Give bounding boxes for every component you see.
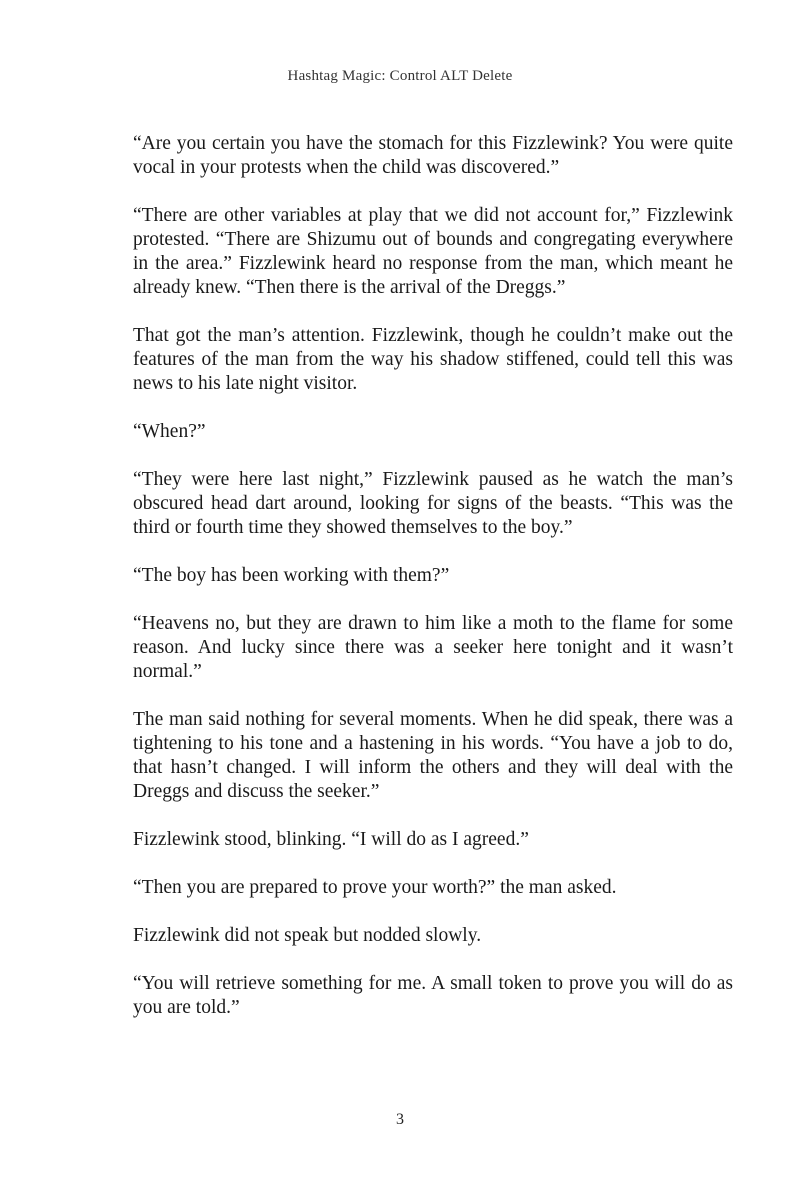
paragraph: “Then you are prepared to prove your worth?” the man asked. [133,877,617,898]
paragraph: “Are you certain you have the stomach for this Fizzlewink? You were quite vocal in your protests when the child was discovered.” [133,133,733,178]
body-text [133,132,733,1044]
page-number: 3 [396,1111,404,1128]
paragraph: “The boy has been working with them?” [133,565,450,586]
paragraph: “You will retrieve something for me. A small token to prove you will do as you are told.” [133,973,733,1018]
paragraph: “They were here last night,” Fizzlewink paused as he watch the man’s obscured head dart around, looking for signs of the beasts. “This was the third or fourth time they showed themselves to the boy.” [133,469,733,538]
paragraph: “There are other variables at play that we did not account for,” Fizzlewink protested. “There are Shizumu out of bounds and congregating everywhere in the area.” Fizzlewink heard no response from the man, which meant he already knew. “Then there is the arrival of the Dreggs.” [133,205,733,298]
paragraph: Fizzlewink stood, blinking. “I will do as I agreed.” [133,829,529,850]
paragraph: The man said nothing for several moments. When he did speak, there was a tightening to his tone and a hastening in his words. “You have a job to do, that hasn’t changed. I will inform the others and they will deal with the Dreggs and discuss the seeker.” [133,709,733,802]
paragraph: That got the man’s attention. Fizzlewink, though he couldn’t make out the features of the man from the way his shadow stiffened, could tell this was news to his late night visitor. [133,325,733,394]
paragraph: Fizzlewink did not speak but nodded slowly. [133,925,482,946]
paragraph: “Heavens no, but they are drawn to him like a moth to the flame for some reason. And lucky since there was a seeker here tonight and it wasn’t normal.” [133,613,733,682]
running-header: Hashtag Magic: Control ALT Delete [287,68,513,84]
paragraph: “When?” [133,421,206,442]
